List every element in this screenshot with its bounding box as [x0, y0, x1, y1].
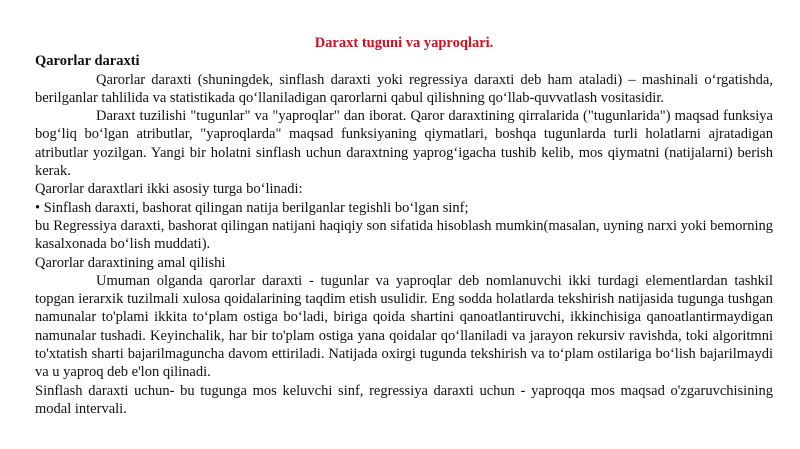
paragraph-structure: Daraxt tuzilishi "tugunlar" va "yaproqlar" dan iborat. Qaror daraxtining qirralarida ("tugunlarida") maqsad funksiya bog‘liq bo‘lgan atributlar, "yaproqlarda" maqsad funksiyaning qiymatlari, boshqa tugunlarda turli holatlarni ajratadigan atributlar yozilgan. Yangi bir holatni sinflash uchun daraxtning yaprog‘igacha tushib kelib, mos qiymatni (natijalarni) berish kerak.	[35, 108, 773, 180]
type-classification: • Sinflash daraxti, bashorat qilingan natija berilganlar tegishli bo‘lgan sinf;	[35, 199, 469, 216]
subsection-heading: Qarorlar daraxtining amal qilishi	[35, 254, 226, 271]
type-regression: bu Regressiya daraxti, bashorat qilingan natijani haqiqiy son sifatida hisoblash mumkin(masalan, uyning narxi yoki bemorning kasalxonada bo‘lish muddati).	[35, 217, 773, 253]
paragraph-conclusion: Sinflash daraxti uchun- bu tugunga mos keluvchi sinf, regressiya daraxti uchun - yaproqqa mos maqsad o'zgaruvchisining modal intervali.	[35, 382, 773, 417]
paragraph-operation: Umuman olganda qarorlar daraxti - tugunlar va yaproqlar deb nomlanuvchi ikki turdagi elementlardan tashkil topgan ierarxik tuzilmali xulosa qoidalarining taqdim etish usulidir. Eng sodda holatlarda tekshirish natijasida tugunga tushgan namunalar to'plami ikkita to‘plam ostiga bo‘ladi, biriga qoida shartini qanoatlantiruvchi, ikkinchisiga qanoatlantirmaydigan namunalar tushadi. Keyinchalik, har bir to'plam ostiga yana qoidalar qo‘llaniladi va jarayon rekursiv ravishda, toki algoritmni to'xtatish sharti bajarilmaguncha davom ettiriladi. Natijada oxirgi tugunda tekshirish va to‘plam ostilariga bo‘lish bajarilmaydi va u yaproq deb e'lon qilinadi.	[35, 272, 773, 381]
section-heading: Qarorlar daraxti	[35, 53, 140, 70]
document-title: Daraxt tuguni va yaproqlari.	[314, 35, 494, 51]
types-intro: Qarorlar daraxtlari ikki asosiy turga bo‘linadi:	[35, 181, 303, 198]
paragraph-definition: Qarorlar daraxti (shuningdek, sinflash daraxti yoki regressiya daraxti deb ham ataladi) – mashinali o‘rgatishda, berilganlar tahlilida va statistikada qo‘llaniladigan qarorlarni qabul qilishning qo‘llab-quvvatlash vositasidir.	[35, 71, 773, 106]
document-page	[35, 34, 773, 418]
